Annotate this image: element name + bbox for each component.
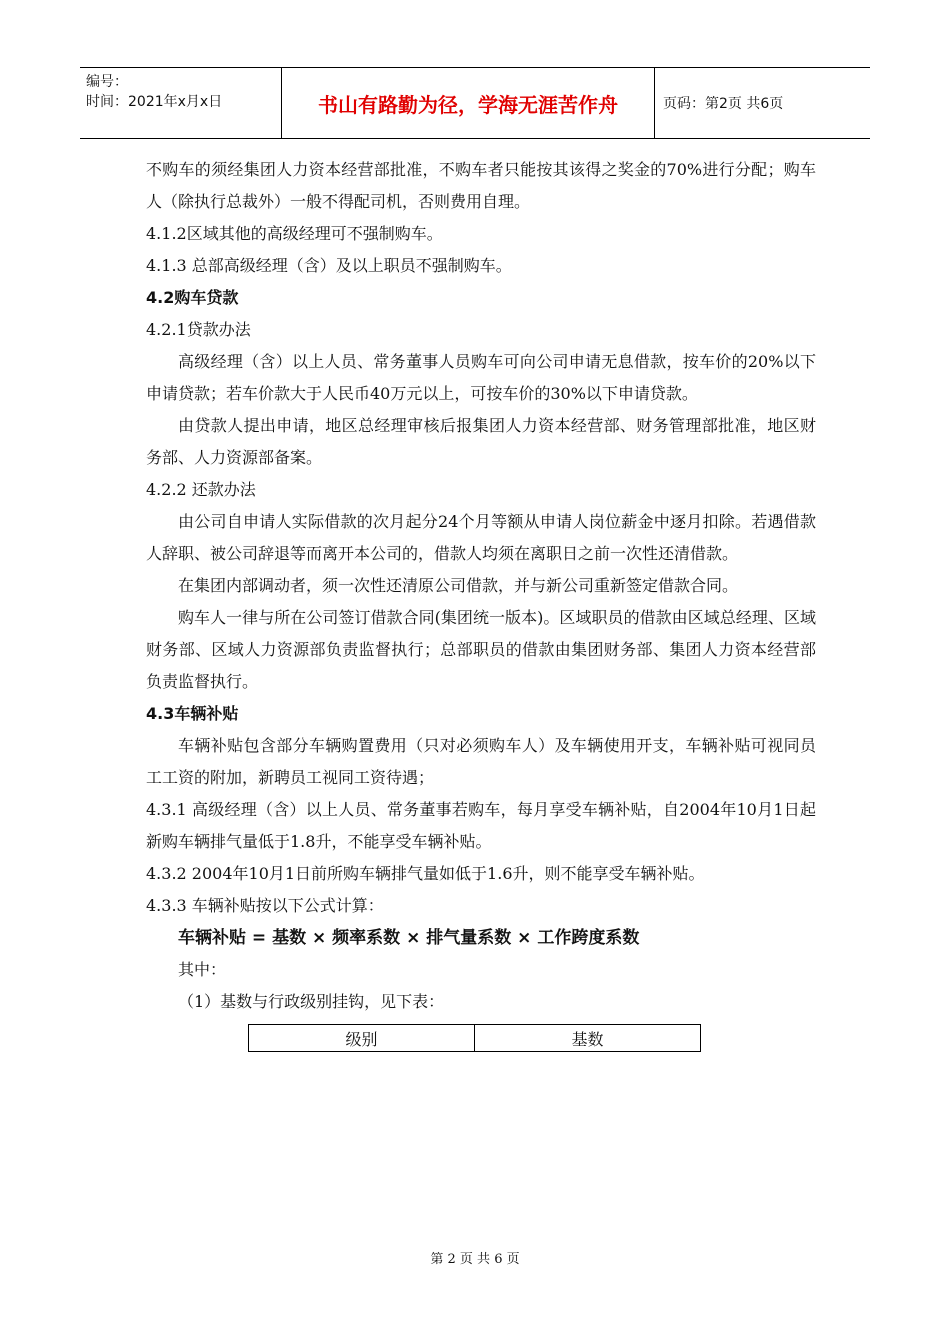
subheading-4-2-2: 4.2.2 还款办法 bbox=[146, 480, 256, 499]
header-page-info: 页码：第2页 共6页 bbox=[663, 96, 784, 112]
paragraph-internal-transfer: 在集团内部调动者，须一次性还清原公司借款，并与新公司重新签定借款合同。 bbox=[178, 576, 739, 595]
document-body bbox=[146, 154, 816, 1052]
paragraph-subsidy-scope: 车辆补贴包含部分车辆购置费用（只对必须购车人）及车辆使用开支，车辆补贴可视同员工工资的附加，新聘员工视同工资待遇； bbox=[146, 736, 816, 787]
page-header bbox=[80, 67, 870, 139]
section-heading-4-3: 4.3车辆补贴 bbox=[146, 704, 239, 723]
paragraph-where: 其中： bbox=[178, 960, 227, 979]
paragraph-base-rule: （1）基数与行政级别挂钩，见下表： bbox=[178, 992, 445, 1011]
subheading-4-2-1: 4.2.1贷款办法 bbox=[146, 320, 251, 339]
subsidy-formula: 车辆补贴 = 基数 × 频率系数 × 排气量系数 × 工作跨度系数 bbox=[178, 928, 640, 948]
section-heading-4-2: 4.2购车贷款 bbox=[146, 288, 239, 307]
clause-4-3-1: 4.3.1 高级经理（含）以上人员、常务董事若购车，每月享受车辆补贴，自2004年10月1日起新购车辆排气量低于1.8升，不能享受车辆补贴。 bbox=[146, 800, 816, 851]
clause-4-1-2: 4.1.2区域其他的高级经理可不强制购车。 bbox=[146, 224, 443, 243]
clause-4-3-2: 4.3.2 2004年10月1日前所购车辆排气量如低于1.6升，则不能享受车辆补贴。 bbox=[146, 864, 705, 883]
header-left-cell bbox=[80, 68, 282, 138]
paragraph-continuation: 不购车的须经集团人力资本经营部批准，不购车者只能按其该得之奖金的70%进行分配；购车人（除执行总裁外）一般不得配司机，否则费用自理。 bbox=[146, 160, 816, 211]
clause-4-1-3: 4.1.3 总部高级经理（含）及以上职员不强制购车。 bbox=[146, 256, 512, 275]
table-header-base: 基数 bbox=[475, 1025, 701, 1052]
paragraph-loan-amount: 高级经理（含）以上人员、常务董事人员购车可向公司申请无息借款，按车价的20%以下申请贷款；若车价款大于人民币40万元以上，可按车价的30%以下申请贷款。 bbox=[146, 352, 816, 403]
paragraph-loan-contract: 购车人一律与所在公司签订借款合同(集团统一版本)。区域职员的借款由区域总经理、区域财务部、区域人力资源部负责监督执行；总部职员的借款由集团财务部、集团人力资本经营部负责监督执行。 bbox=[146, 608, 816, 691]
document-number-label: 编号： bbox=[86, 74, 128, 90]
paragraph-loan-approval: 由贷款人提出申请，地区总经理审核后报集团人力资本经营部、财务管理部批准，地区财务部、人力资源部备案。 bbox=[146, 416, 816, 467]
table-header-row bbox=[249, 1025, 701, 1052]
table-header-level: 级别 bbox=[249, 1025, 475, 1052]
base-table bbox=[248, 1024, 701, 1052]
document-time-label: 时间：2021年x月x日 bbox=[86, 94, 223, 110]
clause-4-3-3: 4.3.3 车辆补贴按以下公式计算： bbox=[146, 896, 384, 915]
header-motto: 书山有路勤为径，学海无涯苦作舟 bbox=[282, 68, 655, 138]
paragraph-repayment: 由公司自申请人实际借款的次月起分24个月等额从申请人岗位薪金中逐月扣除。若遇借款人辞职、被公司辞退等而离开本公司的，借款人均须在离职日之前一次性还清借款。 bbox=[146, 512, 816, 563]
page-footer: 第 2 页 共 6 页 bbox=[430, 1252, 520, 1267]
